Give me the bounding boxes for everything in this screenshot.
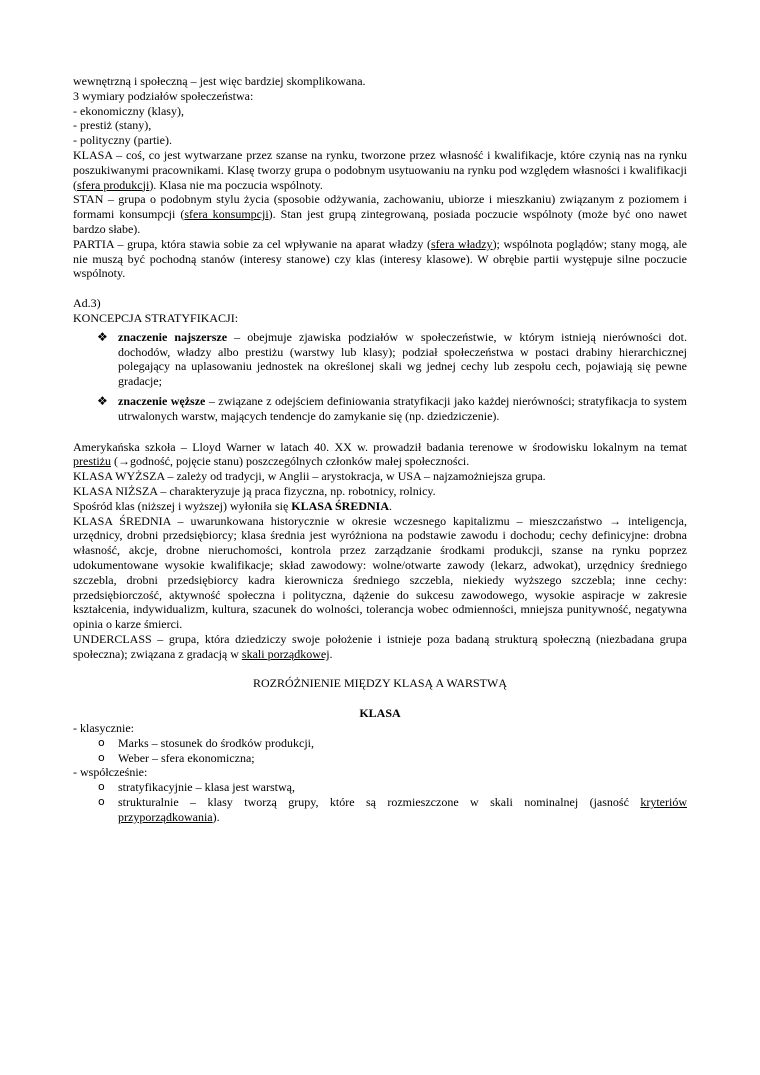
- skala-underlined-term: skali porządkowej: [241, 646, 330, 661]
- klasycznie-label: - klasycznie:: [73, 721, 134, 736]
- arrow-right-icon: →: [609, 513, 622, 528]
- arrow-right-icon: →: [118, 454, 130, 469]
- klasa-underlined-term: sfera produkcji: [77, 177, 150, 192]
- sposrod-line: Spośród klas (niższej i wyższej) wyłoniła się KLASA ŚREDNIA.: [73, 498, 392, 513]
- list-item: o Weber – sfera ekonomiczna;: [98, 750, 255, 765]
- circle-bullet-icon: o: [98, 750, 105, 764]
- list-item: o stratyfikacyjnie – klasa jest warstwą,: [98, 780, 295, 795]
- section-label: Ad.3): [73, 296, 101, 311]
- diamond-bullet-icon: ❖: [97, 393, 108, 408]
- concept-bullet-item: ❖ znaczenie węższe – związane z odejściem definiowania stratyfikacji jako każdej nierówności; stratyfikacja to system utrwalonych warstw, mających tendencje do zamykanie się (np. dziedziczenie).: [97, 393, 688, 423]
- concept-bullet-item: ❖ znaczenie najszersze – obejmuje zjawiska podziałów w społeczeństwie, w którym istnieją nierówności dot. dochodów, władzy albo prestiżu (warstwy lub klasy); podział społeczeństwa w postaci drabiny hierarchicznej polegający na uplasowaniu jednostek na określonej skali wg jednej cechy lub zespołu cech, pojawiają się pewne gradacje;: [97, 329, 688, 389]
- kryteria-underlined-term: kryteriów przyporządkowania: [118, 795, 687, 824]
- circle-bullet-icon: o: [98, 735, 105, 749]
- circle-bullet-icon: o: [98, 795, 105, 809]
- underclass-paragraph: UNDERCLASS – grupa, która dziedziczy swoje położenie i istnieje poza badaną strukturą społeczną (niezbadana grupa społeczna); związana z gradacją w skali porządkowej.: [73, 631, 687, 661]
- klasa-subheading: KLASA: [359, 706, 401, 721]
- partia-underlined-term: sfera władzy: [430, 236, 493, 251]
- dimension-item: - ekonomiczny (klasy),: [73, 103, 184, 118]
- klasa-definition: KLASA – coś, co jest wytwarzane przez szanse na rynku, tworzone przez własność i kwalifikacje, które czynią nas na rynku poszukiwanymi pracownikami. Klasę tworzy grupa o podobnym usytuowaniu na rynku pod względem własności i kwalifikacji (sfera produkcji). Klasa nie ma poczucia wspólnoty.: [73, 147, 687, 192]
- wspolczesnie-list: [73, 780, 687, 824]
- section-heading: ROZRÓŻNIENIE MIĘDZY KLASĄ A WARSTWĄ: [253, 676, 507, 691]
- circle-bullet-icon: o: [98, 780, 105, 794]
- warner-paragraph: Amerykańska szkoła – Lloyd Warner w latach 40. XX w. prowadził badania terenowe w środowisku lokalnym na temat prestiżu (→godność, pojęcie stanu) poszczególnych członków małej społeczności.: [73, 439, 687, 469]
- dimension-item: - polityczny (partie).: [73, 133, 172, 148]
- stan-underlined-term: sfera konsumpcji: [184, 207, 269, 222]
- partia-definition: PARTIA – grupa, która stawia sobie za cel wpływanie na aparat władzy (sfera władzy); wspólnota poglądów; stany mogą, ale nie muszą być pochodną stanów (interesy stanowe) czy klas (interesy klasowe). W obrębie partii występuje silne poczucie wspólnoty.: [73, 236, 688, 281]
- prestiz-underlined-term: prestiżu: [73, 454, 111, 469]
- intro-line: wewnętrzną i społeczną – jest więc bardziej skomplikowana.: [73, 74, 366, 88]
- klasa-srednia-paragraph: KLASA ŚREDNIA – uwarunkowana historycznie w okresie wczesnego kapitalizmu – mieszczaństwo → inteligencja, urzędnicy, drobni przedsiębiorcy; klasa średnia jest wyróżniona na podstawie zawodu i dochodu; cechy definicyjne: drobna własność, akcje, drobne nieruchomości, kontrola przez zarządzanie środkami produkcji, szanse na rynku poprzez udokumentowane wysokie kwalifikacje; skład zawodowy: wolne/otwarte zawody (lekarz, adwokat), urzędnicy średniego szczebla, drobni przedsiębiorcy kadra kierownicza średniego szczebla, niekiedy wyższego szczebla; inne cechy: przedsiębiorczość, aktywność społeczna i polityczna, dążenie do sukcesu zawodowego, wysokie aspiracje w zakresie kształcenia, indywidualizm, kultura, szacunek do wolności, tolerancja wobec odmienności, mniejsza punitywność, negatywna opinia o karze śmierci.: [73, 513, 687, 632]
- wspolczesnie-label: - współcześnie:: [73, 765, 148, 780]
- dimension-item: - prestiż (stany),: [73, 118, 152, 133]
- concept-bullet-list: [73, 330, 687, 424]
- list-item: o Marks – stosunek do środków produkcji,: [98, 735, 314, 750]
- klasycznie-list: [73, 736, 687, 766]
- concept-heading: KONCEPCJA STRATYFIKACJI:: [73, 310, 239, 325]
- klasa-wyzsza-line: KLASA WYŻSZA – zależy od tradycji, w Anglii – arystokracja, w USA – najzamożniejsza grupa.: [73, 469, 546, 484]
- klasa-nizsza-line: KLASA NIŻSZA – charakteryzuje ją praca fizyczna, np. robotnicy, rolnicy.: [73, 483, 436, 498]
- stan-definition: STAN – grupa o podobnym stylu życia (sposobie odżywania, zachowaniu, ubiorze i mieszkaniu) związanym z poziomem i formami konsumpcji (sfera konsumpcji). Stan jest grupą zintegrowaną, posiada poczucie wspólnoty (może być ono nawet bardzo słabe).: [73, 192, 687, 236]
- list-item: o strukturalnie – klasy tworzą grupy, które są rozmieszczone w skali nominalnej (jasność kryteriów przyporządkowania).: [98, 795, 687, 824]
- diamond-bullet-icon: ❖: [97, 329, 108, 344]
- dimensions-heading: 3 wymiary podziałów społeczeństwa:: [73, 88, 254, 103]
